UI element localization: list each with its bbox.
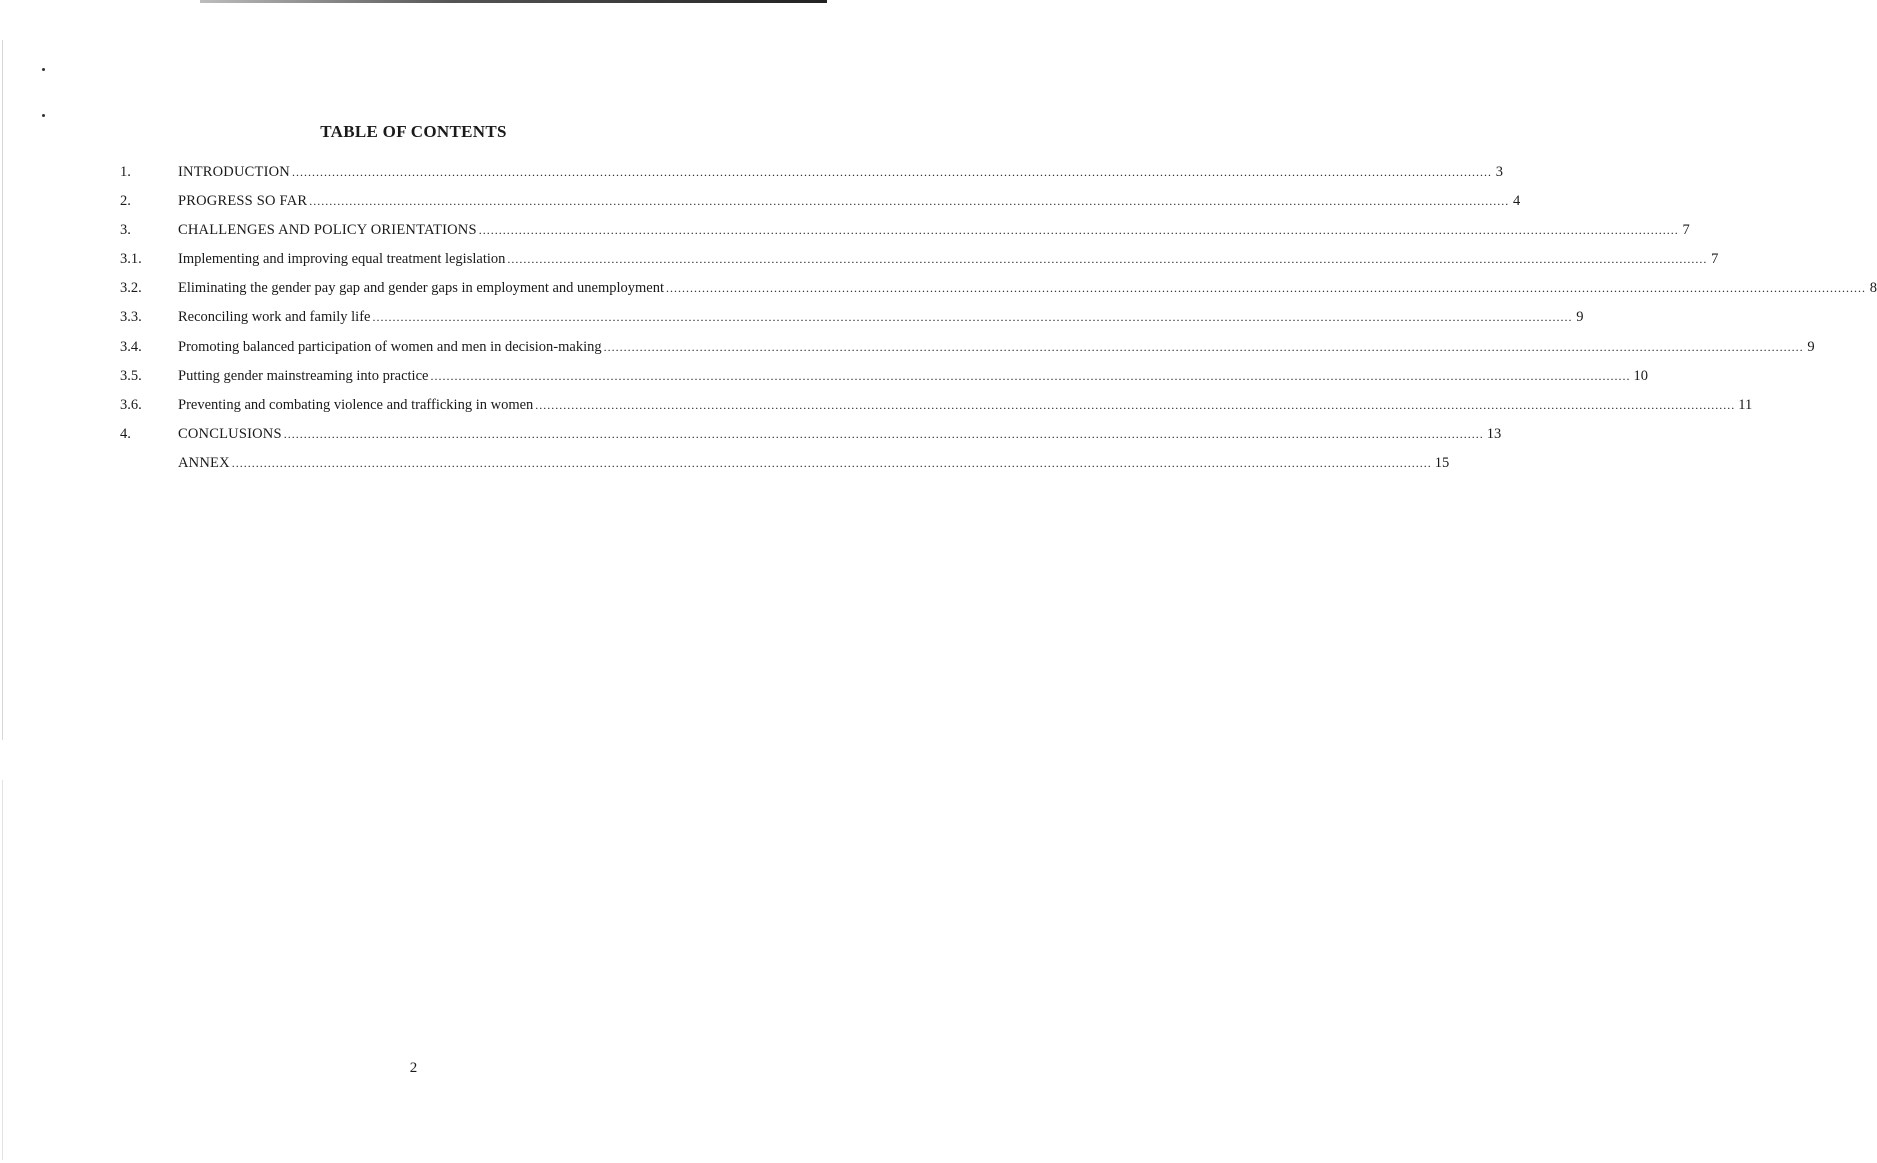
toc-entry-label: CONCLUSIONS <box>178 425 282 442</box>
toc-dot-leader: ............................................................................................................................................................................................................................................................................................................ <box>372 310 1573 325</box>
toc-entry[interactable] <box>120 365 1648 394</box>
scan-speck <box>42 68 45 71</box>
toc-entry-label: Implementing and improving equal treatment legislation <box>178 251 506 268</box>
toc-dot-leader: ............................................................................................................................................................................................................................................................................................................ <box>535 397 1736 412</box>
toc-entry-number: 3.6. <box>120 396 142 413</box>
toc-entry-page: 8 <box>1869 280 1877 297</box>
toc-dot-leader: ............................................................................................................................................................................................................................................................................................................ <box>291 165 1492 179</box>
toc-entry[interactable] <box>120 190 1521 219</box>
toc-entry-number: 3. <box>120 222 131 239</box>
toc-entry-number: 1. <box>120 164 131 180</box>
toc-entry-label: PROGRESS SO FAR <box>178 193 308 210</box>
page-number: 2 <box>409 1060 418 1076</box>
toc-entry-number: 3.3. <box>120 309 142 326</box>
toc-entry-label: ANNEX <box>178 454 230 471</box>
toc-entry-page: 13 <box>1486 425 1502 442</box>
page-title: TABLE OF CONTENTS <box>320 122 507 141</box>
toc-entry[interactable] <box>120 423 1502 452</box>
toc-entry-label: Reconciling work and family life <box>178 309 371 326</box>
toc-dot-leader: ............................................................................................................................................................................................................................................................................................................ <box>666 281 1867 296</box>
toc-dot-leader: ............................................................................................................................................................................................................................................................................................................ <box>507 252 1708 267</box>
toc-entry-page: 4 <box>1513 193 1521 210</box>
toc-entry-page: 7 <box>1711 251 1719 268</box>
toc-entry[interactable] <box>120 219 1690 248</box>
toc-entry-number: 2. <box>120 193 131 210</box>
toc-entry-label: Preventing and combating violence and trafficking in women <box>178 396 534 413</box>
toc-entry-page: 7 <box>1682 222 1690 239</box>
toc-dot-leader: ............................................................................................................................................................................................................................................................................................................ <box>430 368 1631 383</box>
toc-entry-number: 3.1. <box>120 251 142 268</box>
toc-entry-page: 11 <box>1738 396 1753 413</box>
toc-entry-page: 10 <box>1633 367 1648 384</box>
toc-entry[interactable] <box>120 452 1450 481</box>
toc-entry-label: Promoting balanced participation of women and men in decision-making <box>178 338 602 355</box>
toc-entry[interactable] <box>120 161 1503 190</box>
toc-entry-page: 9 <box>1807 338 1815 355</box>
table-of-contents <box>120 161 1877 481</box>
toc-dot-leader: ............................................................................................................................................................................................................................................................................................................ <box>231 455 1432 470</box>
toc-dot-leader: ............................................................................................................................................................................................................................................................................................................ <box>478 223 1679 238</box>
toc-entry[interactable] <box>120 248 1719 277</box>
toc-entry-label: Putting gender mainstreaming into practice <box>178 367 429 384</box>
toc-entry[interactable] <box>120 306 1584 335</box>
toc-entry[interactable] <box>120 336 1815 365</box>
scan-edge-left-lower <box>2 780 3 1160</box>
toc-entry-number: 3.4. <box>120 338 142 355</box>
toc-entry-label: Eliminating the gender pay gap and gender gaps in employment and unemployment <box>178 280 665 297</box>
scan-edge-left <box>2 40 3 740</box>
toc-dot-leader: ............................................................................................................................................................................................................................................................................................................ <box>309 194 1510 209</box>
toc-entry-page: 15 <box>1434 454 1450 471</box>
scan-speck <box>42 114 45 117</box>
toc-entry-label: INTRODUCTION <box>178 164 290 180</box>
toc-entry-page: 3 <box>1495 164 1503 180</box>
toc-entry-number: 3.2. <box>120 280 142 297</box>
toc-entry-number: 4. <box>120 425 131 442</box>
toc-entry-page: 9 <box>1576 309 1584 326</box>
toc-entry[interactable] <box>120 277 1877 306</box>
toc-dot-leader: ............................................................................................................................................................................................................................................................................................................ <box>603 339 1804 354</box>
toc-entry-number: 3.5. <box>120 367 142 384</box>
toc-entry[interactable] <box>120 394 1753 423</box>
scan-edge-top <box>200 0 827 3</box>
toc-entry-label: CHALLENGES AND POLICY ORIENTATIONS <box>178 222 477 239</box>
toc-dot-leader: ............................................................................................................................................................................................................................................................................................................ <box>283 426 1484 441</box>
